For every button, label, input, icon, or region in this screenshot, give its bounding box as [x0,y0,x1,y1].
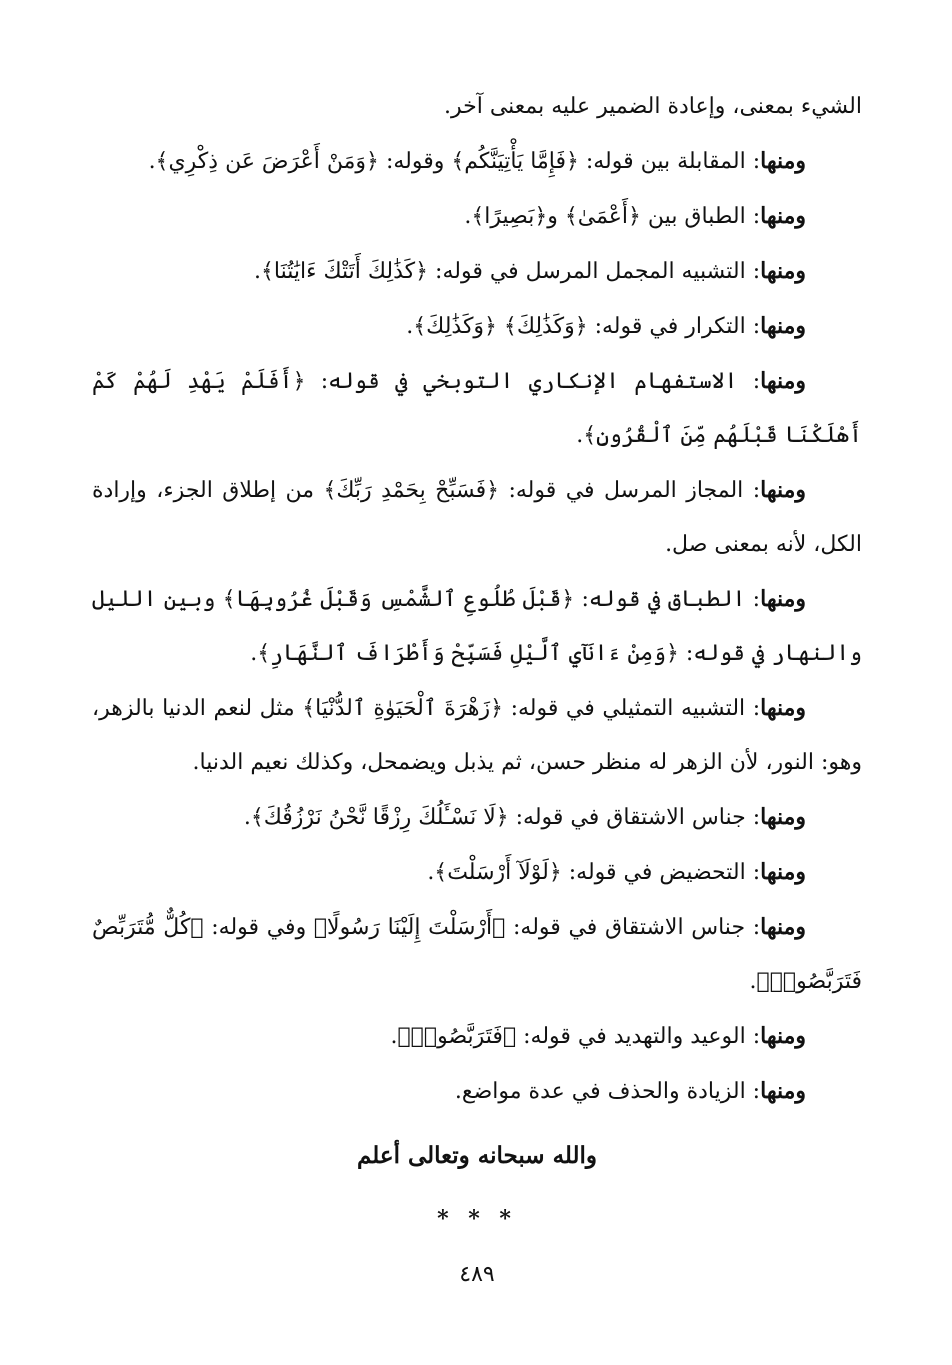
paragraph-text: : التشبيه التمثيلي في قوله: ﴿زَهْرَةَ ٱلْحَيَوٰةِ ٱلدُّنْيَا﴾ مثل لنعم الدنيا بالزهر، وهو: النور، لأن الزهر له منظر حسن، ثم يذبل ويضمحل، وكذلك نعيم الدنيا. [92,696,862,775]
paragraph [92,354,862,463]
paragraph-text: : الطباق بين ﴿أَعْمَىٰ﴾ و﴿بَصِيرًا﴾. [464,204,761,229]
paragraph-text: : التحضيض في قوله: ﴿لَوْلَآ أَرْسَلْتَ﴾. [427,860,761,885]
closing-line: والله سبحانه وتعالى أعلم [356,1142,598,1169]
paragraph-lead: ومنها [760,148,806,174]
paragraph-text: : الاستفهام الإنكاري التوبخي في قوله: ﴿أَفَلَمْ يَهْدِ لَهُمْ كَمْ أَهْلَكْنَا قَبْلَهُم مِّنَ ٱلْقُرُونِ﴾. [92,369,862,448]
paragraph-lead: ومنها [760,914,806,940]
paragraph-lead: ومنها [760,368,806,394]
paragraph [92,681,862,790]
paragraph-text: : المجاز المرسل في قوله: ﴿فَسَبِّحْ بِحَمْدِ رَبِّكَ﴾ من إطلاق الجزء، وإرادة الكل، لأنه بمعنى صل. [92,478,862,557]
paragraph [92,790,862,845]
paragraph-text: : التكرار في قوله: ﴿وَكَذَٰلِكَ﴾ ﴿وَكَذَٰلِكَ﴾. [406,314,761,339]
paragraph-lead: ومنها [760,586,806,612]
paragraph-lead: ومنها [760,313,806,339]
paragraph-text: : الوعيد والتهديد في قوله: ﴿فَتَرَبَّصُوا۟﴾. [390,1024,761,1049]
paragraph-lead: ومنها [760,859,806,885]
paragraph-lead: ومنها [760,258,806,284]
paragraph [92,244,862,299]
paragraph-text: : المقابلة بين قوله: ﴿فَإِمَّا يَأْتِيَنَّكُم﴾ وقوله: ﴿وَمَنْ أَعْرَضَ عَن ذِكْرِي﴾. [148,149,761,174]
paragraph-lead: ومنها [760,477,806,503]
paragraph-text: : جناس الاشتقاق في قوله: ﴿لَا نَسْـَٔلُكَ رِزْقًا نَّحْنُ نَرْزُقُكَ﴾. [243,805,761,830]
paragraph-lead: ومنها [760,203,806,229]
paragraph [92,134,862,189]
paragraph [92,1064,862,1119]
paragraph [92,189,862,244]
paragraph [92,299,862,354]
paragraph-lead: ومنها [760,1078,806,1104]
paragraph-text: : الطباق في قوله: ﴿قَبْلَ طُلُوعِ ٱلشَّمْسِ وَقَبْلَ غُرُوبِهَا﴾ وبين الليل والنهار في قوله: ﴿وَمِنْ ءَانَآيِ ٱلَّيْلِ فَسَبِّحْ وَأَطْرَافَ ٱلنَّهَارِ﴾. [92,587,862,666]
paragraph-lead: ومنها [760,804,806,830]
paragraph-lead: ومنها [760,1023,806,1049]
page-number: ٤٨٩ [459,1262,495,1287]
paragraph [92,1009,862,1064]
paragraph-text: : الزيادة والحذف في عدة مواضع. [454,1079,761,1104]
paragraph-text: الشيء بمعنى، وإعادة الضمير عليه بمعنى آخر. [443,94,862,119]
paragraph-text: : التشبيه المجمل المرسل في قوله: ﴿كَذَٰلِكَ أَتَتْكَ ءَايَٰتُنَا﴾. [254,259,761,284]
paragraph-continuation [92,80,862,134]
section-separator: * * * [437,1206,517,1232]
paragraph [92,900,862,1009]
paragraph-text: : جناس الاشتقاق في قوله: ﴿أَرْسَلْتَ إِلَيْنَا رَسُولًا﴾ وفي قوله: ﴿كُلٌّ مُّتَرَبِّصٌ فَتَرَبَّصُوا۟﴾. [92,915,862,994]
main-text [92,80,862,1119]
paragraph [92,845,862,900]
paragraph [92,572,862,681]
paragraph [92,463,862,572]
paragraph-lead: ومنها [760,695,806,721]
